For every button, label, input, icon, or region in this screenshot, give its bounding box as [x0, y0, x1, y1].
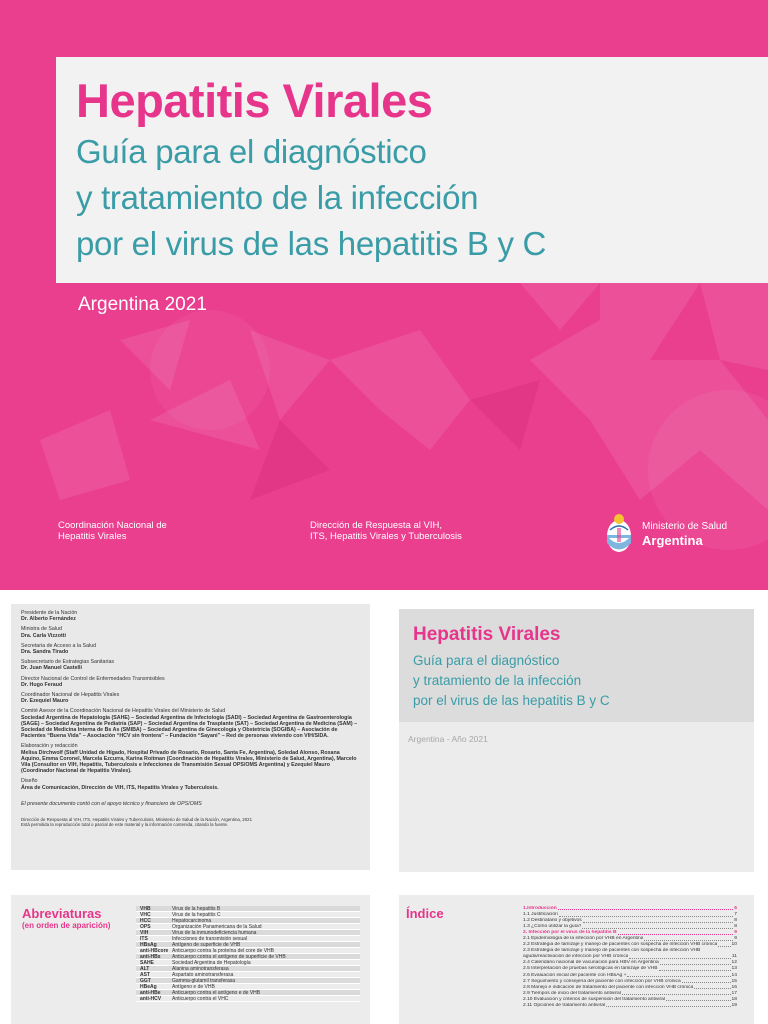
abbreviation-meaning: Anticuerpo contra el VHC [172, 996, 229, 1001]
toc-leader [629, 954, 730, 958]
abbreviation-term: anti-HCV [140, 996, 162, 1001]
toc-leader [718, 942, 730, 946]
toc-entry-title: 2.2 Estrategia de tamizaje y manejo de pacientes con sospecha de infección VHB crónica [523, 942, 718, 948]
toc-leader [694, 985, 730, 989]
toc-entry-title: aguda/reactivación de infección por VHB crónica [523, 954, 629, 960]
inner-title-page [399, 609, 754, 872]
credit-role: Coordinador Nacional de Hepatitis Virales [21, 692, 120, 699]
credit-role: Secretaria de Acceso a la Salud [21, 642, 97, 649]
support-note: El presente documento contó con el apoyo técnico y financiero de OPS/OMS [21, 800, 202, 807]
toc-page-number: 18 [731, 996, 737, 1002]
credits-page [11, 604, 370, 870]
credit-block [21, 676, 360, 688]
credit-block [21, 626, 360, 638]
inner-subtitle-line: Guía para el diagnóstico [413, 653, 560, 668]
toc-entry-title: 2.5 Interpretación de pruebas serológicas en tamizaje de VHB [523, 966, 658, 972]
cover-title-box [56, 57, 768, 283]
abbreviation-row [136, 996, 360, 1002]
cover-subtitle-line: y tratamiento de la infección [76, 179, 479, 216]
credit-role: Director Nacional de Control de Enfermedades Transmisibles [21, 675, 165, 682]
toc-leader [627, 973, 730, 977]
credit-name: Área de Comunicación, Dirección de VIH, ITS, Hepatitis Virales y Tuberculosis. [21, 784, 219, 791]
national-seal-icon [604, 510, 634, 558]
coordination-line: Hepatitis Virales [58, 531, 127, 542]
toc-leader [606, 1003, 731, 1007]
abbreviation-term: SAHE [140, 960, 154, 965]
abbreviation-meaning: Virus de la hepatitis B [172, 906, 221, 911]
toc-page-number: 16 [731, 984, 737, 990]
abbreviation-term: HBsAg [140, 942, 157, 947]
inner-subtitle-line: por el virus de las hepatitis B y C [413, 693, 610, 708]
toc-leader [558, 906, 734, 910]
credit-name: Dr. Hugo Feraud [21, 681, 63, 688]
abbreviation-term: ALT [140, 966, 150, 971]
abbreviation-term: anti-HBs [140, 954, 161, 959]
support-note-block [21, 801, 360, 807]
credit-name: Dr. Alberto Fernández [21, 616, 76, 623]
table-of-contents [523, 906, 737, 1009]
direction-line: Dirección de Respuesta al VIH, [310, 520, 443, 531]
credit-role: Ministra de Salud [21, 626, 62, 633]
toc-entry-title: 2.9 Tiempos de inicio del tratamiento antiviral [523, 990, 621, 996]
toc-entry-title: 1.1 Justificación [523, 912, 558, 918]
toc-entry-title: 2.3 Estrategia de tamizaje y manejo de pacientes con sospecha de infección VHB [523, 948, 701, 954]
toc-page-number: 10 [731, 942, 737, 948]
credit-block [21, 643, 360, 655]
abbreviation-meaning: Anticuerpo contra el antígeno e de VHB [172, 990, 261, 995]
abbreviation-term: anti-HBcore [140, 948, 169, 953]
toc-page-number: 13 [731, 966, 737, 972]
abbreviation-term: VHB [140, 906, 151, 911]
abbreviation-meaning: Virus de la inmunodeficiencia humana [172, 930, 257, 935]
coordination-line: Coordinación Nacional de [58, 520, 167, 531]
toc-leader [582, 924, 733, 928]
toc-entry-title: 2.6 Evaluación inicial del paciente con HBsAg + [523, 972, 627, 978]
toc-entry-title: 2.1 Epidemiología de la infección por VHB en Argentina [523, 936, 644, 942]
toc-page-number: 7 [734, 912, 737, 918]
abbreviation-term: GGT [140, 978, 151, 983]
abbreviation-term: VIH [140, 930, 149, 935]
abbreviation-meaning: Sociedad Argentina de Hepatología [172, 960, 251, 965]
abbreviation-term: HCC [140, 918, 151, 923]
abbreviation-meaning: Aspartato aminotransferasa [172, 972, 234, 977]
abbreviations-subtitle: (en orden de aparición) [22, 921, 111, 930]
toc-page-number: 15 [731, 978, 737, 984]
credit-name: Dr. Ezequiel Mauro [21, 698, 69, 705]
toc-page-number: 9 [734, 936, 737, 942]
abbreviation-meaning: Antígeno de superficie de VHB [172, 942, 241, 947]
toc-page-number: 11 [731, 954, 737, 960]
toc-entry-title: 1.2 Destinatario y objetivos [523, 918, 582, 924]
abbreviations-table [136, 906, 360, 1002]
abbreviation-meaning: Antígeno e de VHB [172, 984, 215, 989]
credit-name: Melisa Dirchwolf (Staff Unidad de Hígado, Hospital Privado de Rosario, Rosario, Santa Fe, Argentina), Soledad Alonso, Roxana Aquino, Emma Coronel, Marcela Ezcurra, Karina Roitman (Coordinación de Hepatitis Virales, Ministerio de Salud, Argentina), Marcelo Vila (Consultor en VIH, Hepatitis, Tuberculosis e Infecciones de Transmisión Sexual OPS/OMS Argentina) y Ezequiel Mauro (Coordinador Nacional de Hepatitis Virales). [21, 749, 357, 775]
abbreviation-term: OPS [140, 924, 151, 929]
toc-leader [682, 979, 731, 983]
cover-title: Hepatitis Virales [76, 74, 433, 127]
abbreviation-term: ITS [140, 936, 148, 941]
abbreviation-meaning: Hepatocarcinoma [172, 918, 212, 923]
credit-name: Sociedad Argentina de Hepatología (SAHE) – Sociedad Argentina de Infectología (SADI) – Sociedad Argentina de Gastroenterología (SAGE) – Sociedad Argentina de Pediatría (SAP) – Sociedad Argentina de Trasplante (SAT) – Sociedad Argentina de Medicina (SAM) – Sociedad de Medicina Interna de Bs As (SMIBA) – Sociedad Argentina de Ginecología y Obstetricia (SOGIBA) – Asociación de Pacientes “Buena Vida” – Asociación “HCV sin frontera” – Fundación “Sayani” – Red de personas viviendo con VIH/SIDA. [21, 714, 358, 740]
toc-page-number: 12 [731, 960, 737, 966]
toc-leader [622, 991, 731, 995]
abbreviation-meaning: Infecciones de transmisión sexual [172, 936, 248, 941]
toc-page-number: 8 [734, 918, 737, 924]
toc-entry-title: 2.7 Seguimiento y consejería del paciente con infección por VHB crónica [523, 978, 681, 984]
legal-line: Dirección de Respuesta al VIH, ITS, Hepatitis Virales y Tuberculosis, Ministerio de Salud de la Nación, Argentina, 2021 [21, 817, 253, 823]
abbreviation-meaning: Alanina aminotransferasa [172, 966, 229, 971]
toc-leader [559, 912, 733, 916]
inner-title: Hepatitis Virales [413, 624, 561, 645]
ministry-logo [642, 521, 727, 549]
cover-year: Argentina 2021 [78, 294, 207, 315]
credit-name: Dr. Juan Manuel Castelli [21, 665, 82, 672]
toc-leader [660, 960, 731, 964]
abbreviation-meaning: Anticuerpo contra el antígeno de superficie de VHB [172, 954, 286, 959]
toc-leader [659, 966, 731, 970]
credit-name: Dra. Sandra Tirado [21, 649, 69, 656]
credit-role: Elaboración y redacción [21, 743, 78, 750]
direction-label [310, 520, 462, 542]
credit-block [21, 708, 360, 739]
abbreviation-meaning: Anticuerpo contra la proteína del core de VHB [172, 948, 275, 953]
credit-role: Presidente de la Nación [21, 610, 78, 616]
credit-role: Subsecretario de Estrategias Sanitarias [21, 659, 115, 666]
abbreviation-term: AST [140, 972, 150, 977]
abbreviations-title: Abreviaturas [22, 906, 102, 921]
abbreviation-term: HBeAg [140, 984, 157, 989]
toc-page-number: 19 [731, 1002, 737, 1008]
abbreviation-term: anti-HBe [140, 990, 161, 995]
toc-entry-title: 2.4 Calendario nacional de vacunación para HBV en Argentina [523, 960, 659, 966]
credit-role: Comité Asesor de la Coordinación Nacional de Hepatitis Virales del Ministerio de Salud [21, 708, 226, 715]
toc-page-number: 14 [731, 972, 737, 978]
toc-entry-title: 1.Introducción [523, 906, 557, 911]
cover-subtitle-line: por el virus de las hepatitis B y C [76, 225, 547, 262]
ministry-name: Ministerio de Salud [642, 521, 728, 532]
coordination-label [58, 520, 167, 542]
abbreviation-term: VHC [140, 912, 151, 917]
toc-entry-title: 1.3 ¿Cómo utilizar la guía? [523, 924, 582, 930]
abbreviation-meaning: Gamma-glutamil transferasa [172, 978, 236, 983]
inner-subtitle-line: y tratamiento de la infección [413, 673, 582, 688]
toc-leader [666, 997, 731, 1001]
toc-entry[interactable] [523, 1003, 737, 1009]
credit-block [21, 778, 360, 790]
toc-leader [644, 936, 733, 940]
toc-leader [618, 930, 734, 934]
toc-page-number: 17 [731, 990, 737, 996]
toc-entry-title: 2. Infección por el virus de la hepatitis B [523, 930, 617, 936]
inner-title-box [399, 609, 754, 722]
toc-entry-title: 2.10 Evaluación y criterios de suspensión del tratamiento antiviral [523, 996, 665, 1002]
toc-page-number: 6 [734, 906, 737, 911]
legal-line: Está permitida la reproducción total o parcial de este material y la información contenida, citando la fuente. [21, 822, 229, 828]
direction-line: ITS, Hepatitis Virales y Tuberculosis [310, 531, 462, 542]
toc-page-number: 9 [734, 930, 737, 936]
toc-page-number: 8 [734, 924, 737, 930]
toc-entry-title: 2.8 Manejo e indicación de tratamiento del paciente con infección VHB crónica [523, 984, 694, 990]
credit-block [21, 610, 360, 622]
credit-role: Diseño [21, 778, 38, 785]
credit-block [21, 743, 360, 774]
index-title: Índice [406, 906, 444, 921]
ministry-country: Argentina [642, 533, 703, 548]
abbreviations-page [11, 895, 370, 1024]
legal-block [21, 817, 360, 827]
cover-subtitle-line: Guía para el diagnóstico [76, 133, 427, 170]
abbreviation-meaning: Virus de la hepatitis C [172, 912, 221, 917]
abbreviation-meaning: Organización Panamericana de la Salud [172, 924, 262, 929]
credit-block [21, 659, 360, 671]
index-page [399, 895, 754, 1024]
inner-year: Argentina - Año 2021 [408, 734, 488, 744]
credit-name: Dra. Carla Vizzotti [21, 632, 66, 639]
credit-block [21, 692, 360, 704]
toc-leader [583, 918, 734, 922]
toc-entry-title: 2.11 Opciones de tratamiento antiviral [523, 1002, 606, 1008]
